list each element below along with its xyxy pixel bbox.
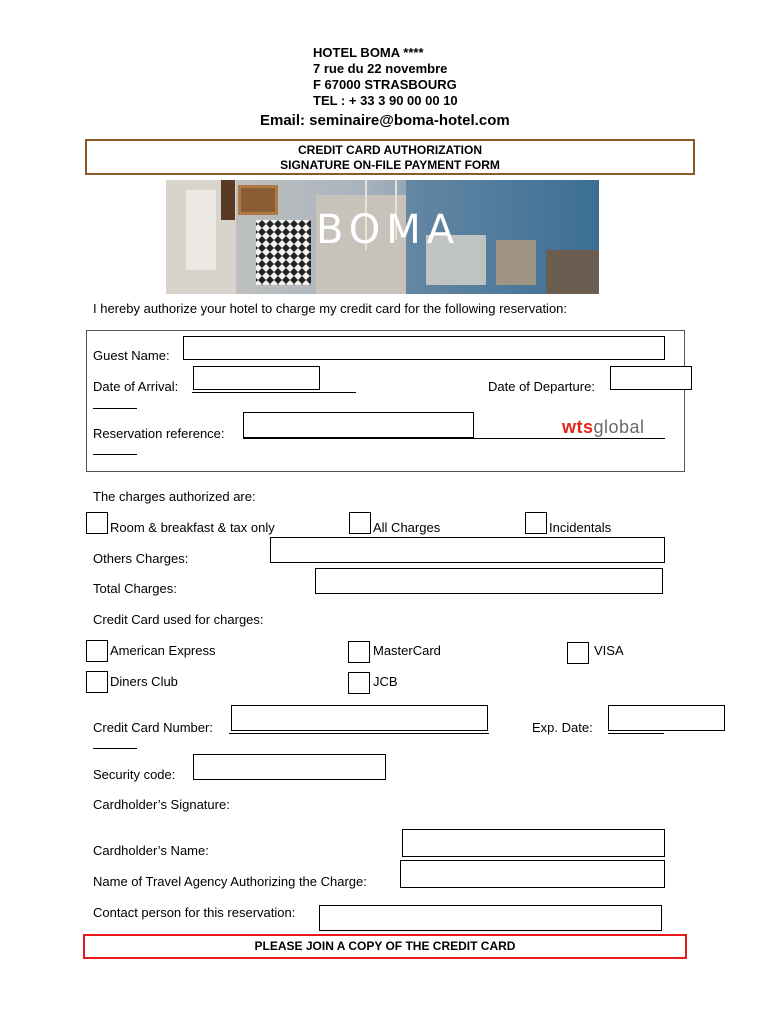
cardholder-name-label: Cardholder’s Name: bbox=[93, 843, 209, 858]
incidentals-label: Incidentals bbox=[549, 520, 612, 535]
credit-card-copy-notice: PLEASE JOIN A COPY OF THE CREDIT CARD bbox=[83, 934, 687, 959]
mastercard-label: MasterCard bbox=[373, 643, 441, 658]
other-charges-label: Others Charges: bbox=[93, 551, 189, 566]
total-charges-field[interactable] bbox=[315, 568, 663, 594]
arrival-date-label: Date of Arrival: bbox=[93, 379, 179, 394]
mastercard-checkbox[interactable] bbox=[348, 641, 370, 663]
global-logo-part: global bbox=[593, 417, 645, 437]
total-charges-label: Total Charges: bbox=[93, 581, 177, 596]
form-title-line1: CREDIT CARD AUTHORIZATION bbox=[298, 143, 482, 157]
room-breakfast-tax-label: Room & breakfast & tax only bbox=[110, 520, 275, 535]
hotel-phone: TEL : + 33 3 90 00 00 10 bbox=[313, 93, 458, 108]
american-express-checkbox[interactable] bbox=[86, 640, 108, 662]
reservation-reference-label: Reservation reference: bbox=[93, 426, 225, 441]
reference-underline-wrap bbox=[93, 454, 137, 455]
exp-date-field[interactable] bbox=[608, 705, 725, 731]
reservation-reference-field[interactable] bbox=[243, 412, 474, 438]
guest-name-field[interactable] bbox=[183, 336, 665, 360]
reference-underline bbox=[243, 438, 665, 439]
charges-heading: The charges authorized are: bbox=[93, 489, 256, 504]
cardholder-signature-label: Cardholder’s Signature: bbox=[93, 797, 230, 812]
departure-date-field[interactable] bbox=[610, 366, 692, 390]
visa-checkbox[interactable] bbox=[567, 642, 589, 664]
contact-person-label: Contact person for this reservation: bbox=[93, 905, 296, 920]
security-code-label: Security code: bbox=[93, 767, 176, 782]
boma-logo: BOMA bbox=[316, 207, 461, 253]
travel-agency-label: Name of Travel Agency Authorizing the Charge: bbox=[93, 874, 367, 889]
incidentals-checkbox[interactable] bbox=[525, 512, 547, 534]
card-type-heading: Credit Card used for charges: bbox=[93, 612, 264, 627]
hotel-banner-image bbox=[166, 180, 599, 294]
departure-date-label: Date of Departure: bbox=[488, 379, 595, 394]
hotel-city: F 67000 STRASBOURG bbox=[313, 77, 457, 92]
american-express-label: American Express bbox=[110, 643, 216, 658]
departure-underline-wrap bbox=[93, 408, 137, 409]
wts-logo-part: wts bbox=[562, 417, 594, 437]
room-breakfast-tax-checkbox[interactable] bbox=[86, 512, 108, 534]
diners-club-label: Diners Club bbox=[110, 674, 178, 689]
arrival-underline bbox=[192, 392, 356, 393]
hotel-email: Email: seminaire@boma-hotel.com bbox=[260, 112, 510, 129]
hotel-street: 7 rue du 22 novembre bbox=[313, 61, 448, 76]
jcb-checkbox[interactable] bbox=[348, 672, 370, 694]
hotel-name: HOTEL BOMA **** bbox=[313, 45, 424, 60]
guest-name-label: Guest Name: bbox=[93, 348, 170, 363]
arrival-date-field[interactable] bbox=[193, 366, 320, 390]
visa-label: VISA bbox=[594, 643, 624, 658]
all-charges-checkbox[interactable] bbox=[349, 512, 371, 534]
card-number-underline bbox=[229, 733, 489, 734]
hotel-header bbox=[313, 45, 458, 109]
exp-date-label: Exp. Date: bbox=[532, 720, 593, 735]
card-number-field[interactable] bbox=[231, 705, 488, 731]
other-charges-field[interactable] bbox=[270, 537, 665, 563]
diners-club-checkbox[interactable] bbox=[86, 671, 108, 693]
form-title-line2: SIGNATURE ON-FILE PAYMENT FORM bbox=[280, 158, 500, 172]
cardholder-name-field[interactable] bbox=[402, 829, 665, 857]
exp-date-underline-wrap bbox=[93, 748, 137, 749]
authorization-intro: I hereby authorize your hotel to charge my credit card for the following reservation: bbox=[93, 301, 568, 316]
form-title-box bbox=[85, 139, 695, 175]
wts-global-logo bbox=[562, 417, 645, 438]
security-code-field[interactable] bbox=[193, 754, 386, 780]
card-number-label: Credit Card Number: bbox=[93, 720, 213, 735]
contact-person-field[interactable] bbox=[319, 905, 662, 931]
travel-agency-field[interactable] bbox=[400, 860, 665, 888]
exp-date-underline bbox=[608, 733, 664, 734]
jcb-label: JCB bbox=[373, 674, 398, 689]
all-charges-label: All Charges bbox=[373, 520, 441, 535]
